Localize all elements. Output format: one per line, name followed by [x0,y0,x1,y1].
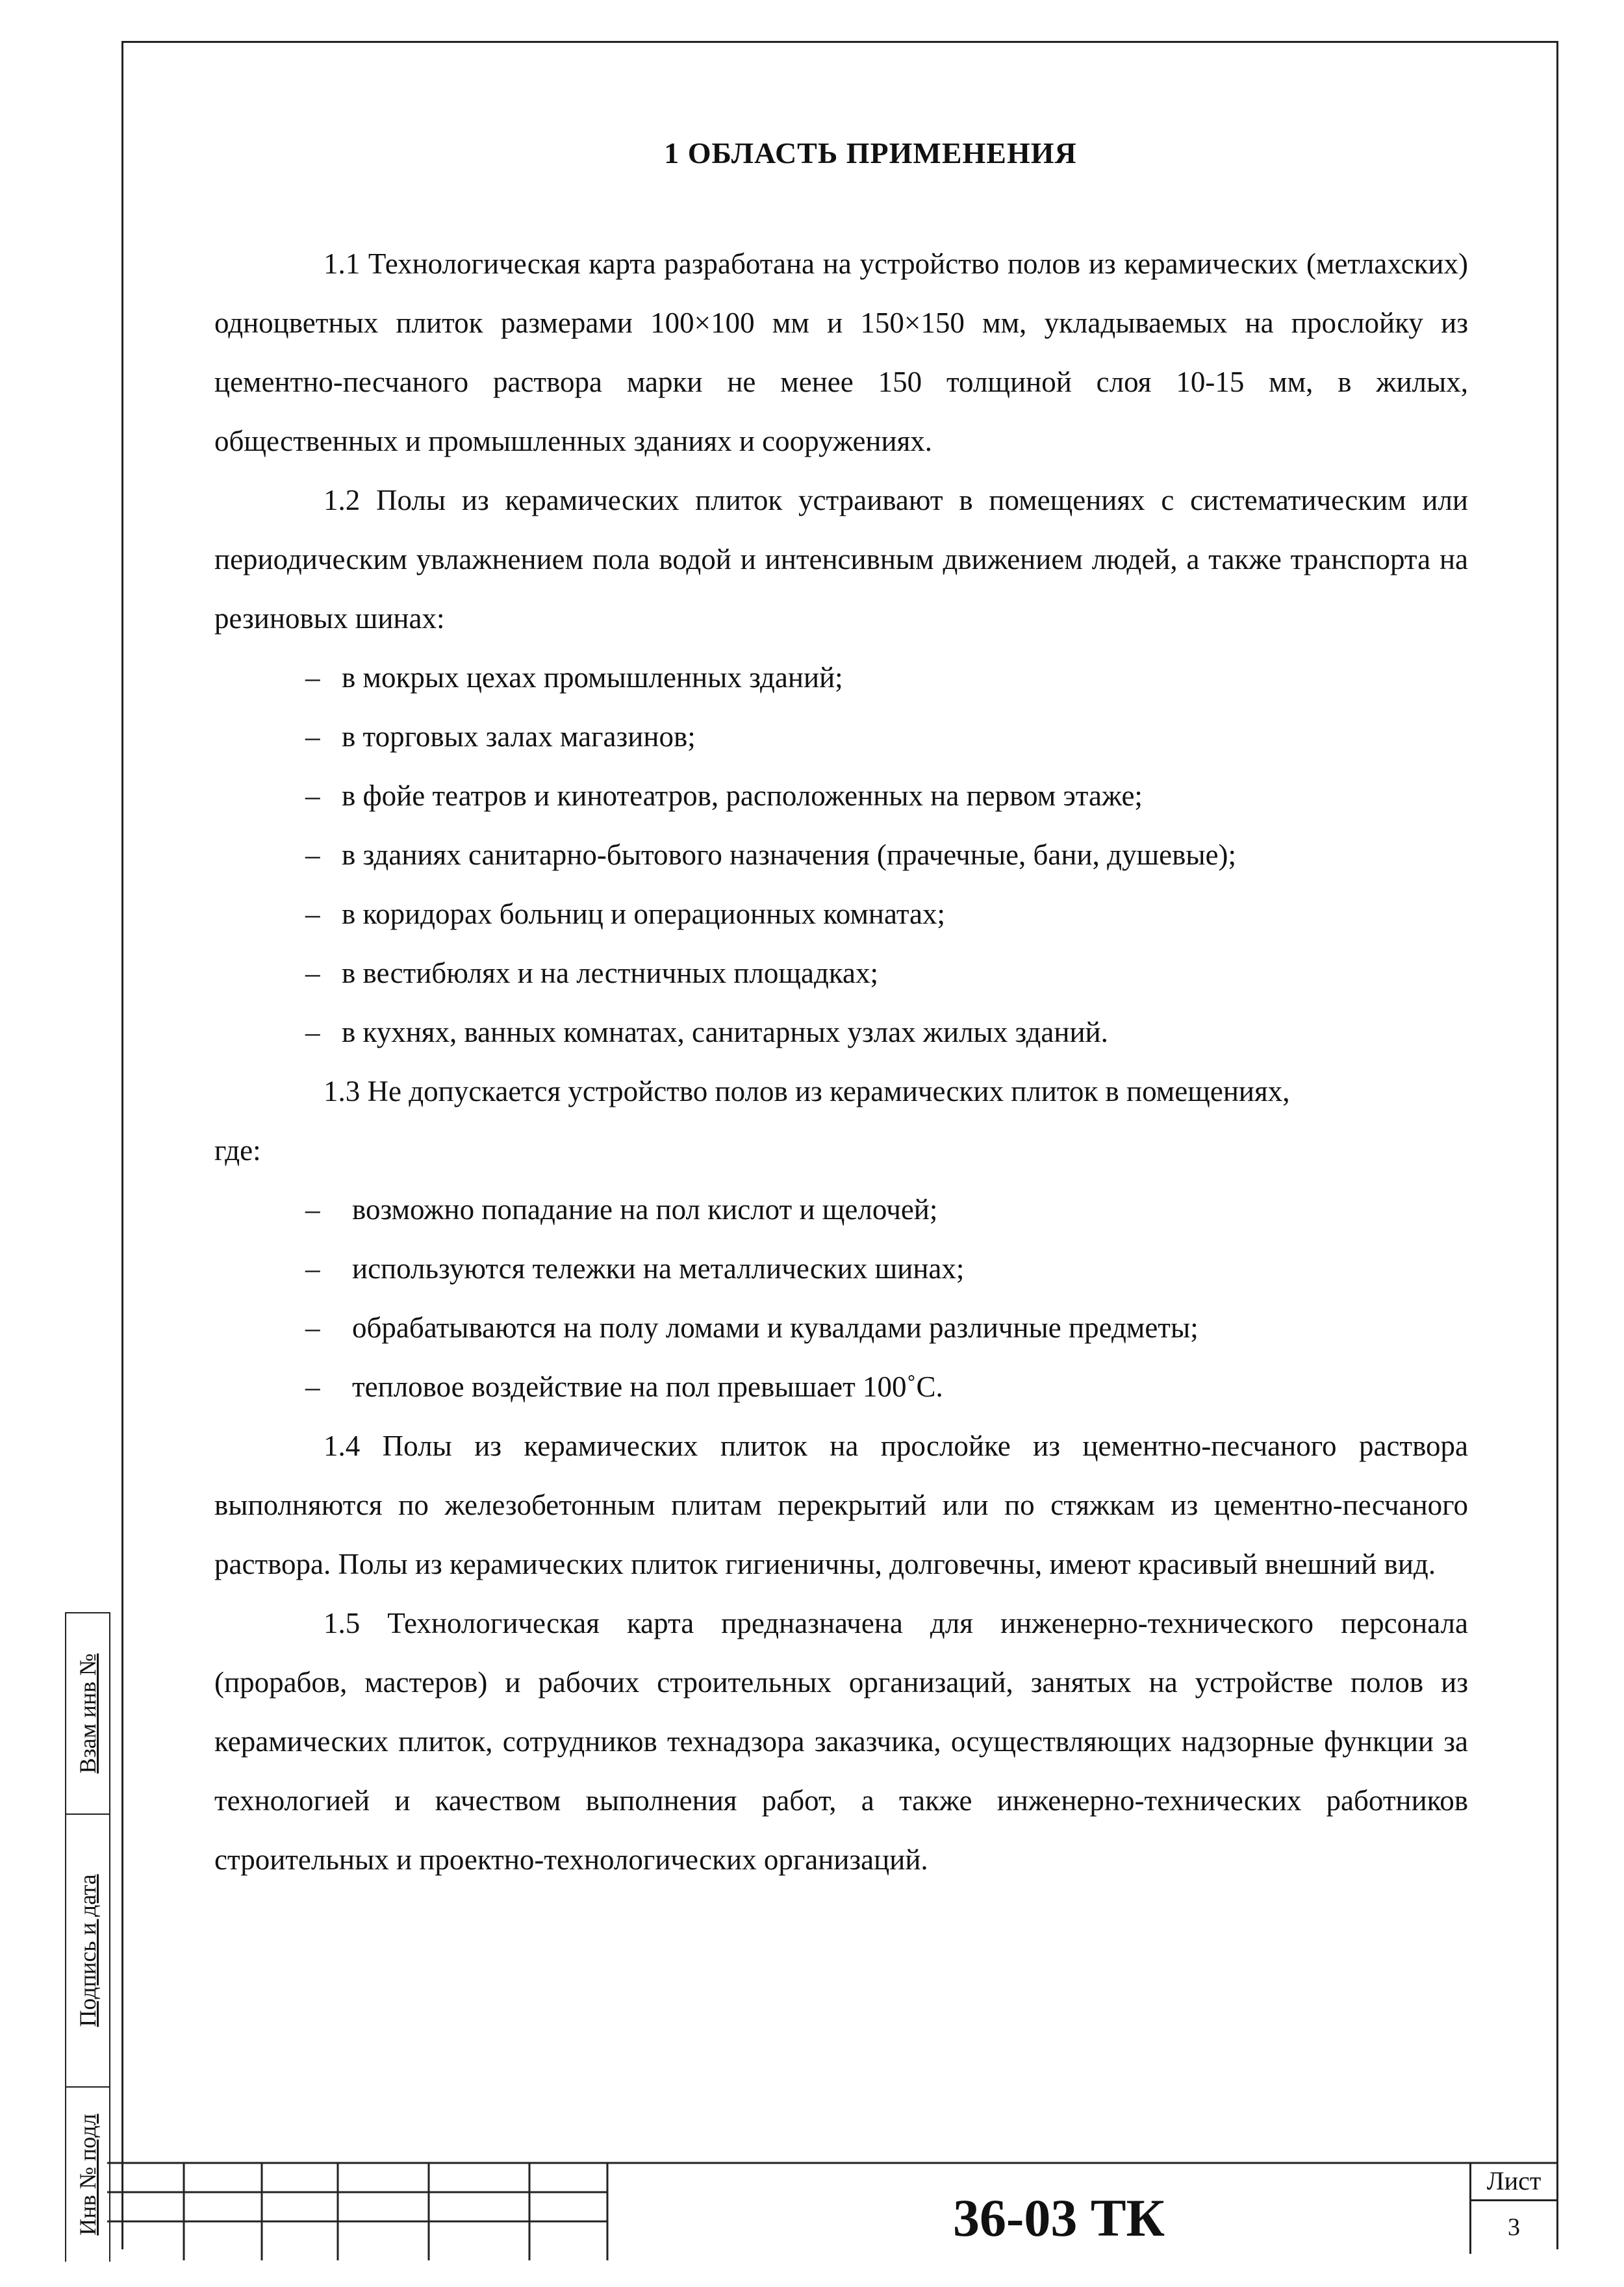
list-item: – возможно попадание на пол кислот и щелочей; [305,1193,938,1226]
sheet-box [1469,2163,1556,2254]
side-cell-vzam [66,1612,109,1813]
section-heading: 1 ОБЛАСТЬ ПРИМЕНЕНИЯ [664,136,1077,170]
list-item: – в мокрых цехах промышленных зданий; [305,661,843,694]
list-item: – в фойе театров и кинотеатров, расположенных на первом этаже; [305,779,1143,812]
list-item: – в вестибюлях и на лестничных площадках; [305,957,878,989]
side-cell-inv [66,2086,109,2262]
list-item: – в коридорах больниц и операционных комнатах; [305,898,946,930]
side-label-podpis: Подпись и дата [75,1874,101,2027]
paragraph-1-3-continuation: где: [214,1134,261,1167]
document-code: 36-03 ТК [953,2188,1165,2247]
usage-list [214,648,1468,1062]
side-label-inv: Инв № подл [75,2114,101,2236]
list-item: – в торговых залах магазинов; [305,720,696,753]
side-cell-podpis [66,1813,109,2086]
list-item: – тепловое воздействие на пол превышает 100˚С. [305,1371,943,1403]
sheet-label: Лист [1471,2163,1556,2201]
paragraph-1-1: 1.1 Технологическая карта разработана на устройство полов из керамических (метлахских) одноцветных плиток размерами 100×100 мм и 150×150 мм, укладываемых на прослойку из цементно-песчаного раствора марки не менее 150 толщиной слоя 10-15 мм, в жилых, общественных и промышленных зданиях и сооружениях. [214,247,1468,457]
paragraph-1-5: 1.5 Технологическая карта предназначена для инженерно-технического персонала (прорабов, мастеров) и рабочих строительных организаций, занятых на устройстве полов из керамических плиток, сотрудников технадзора заказчика, осуществляющих надзорные функции за технологией и качеством выполнения работ, а также инженерно-технических работников строительных и проектно-технологических организаций. [214,1607,1468,1876]
restriction-list [214,1180,1468,1417]
sheet-number: 3 [1508,2214,1520,2241]
paragraph-1-4: 1.4 Полы из керамических плиток на прослойке из цементно-песчаного раствора выполняются по железобетонным плитам перекрытий или по стяжкам из цементно-песчаного раствора. Полы из керамических плиток гигиеничны, долговечны, имеют красивый внешний вид. [214,1430,1468,1580]
paragraph-1-2: 1.2 Полы из керамических плиток устраивают в помещениях с систематическим или периодическим увлажнением пола водой и интенсивным движением людей, а также транспорта на резиновых шинах: [214,484,1468,635]
list-item: – в кухнях, ванных комнатах, санитарных узлах жилых зданий. [305,1016,1108,1048]
list-item: – в зданиях санитарно-бытового назначения (прачечные, бани, душевые); [305,839,1237,871]
list-item: – используются тележки на металлических шинах; [305,1252,965,1285]
paragraph-1-3: 1.3 Не допускается устройство полов из керамических плиток в помещениях, [324,1075,1290,1107]
side-label-vzam: Взам инв № [75,1653,101,1774]
document-body [214,123,1468,1889]
list-item: – обрабатываются на полу ломами и кувалдами различные предметы; [305,1311,1199,1344]
side-stamp [65,1612,110,2262]
